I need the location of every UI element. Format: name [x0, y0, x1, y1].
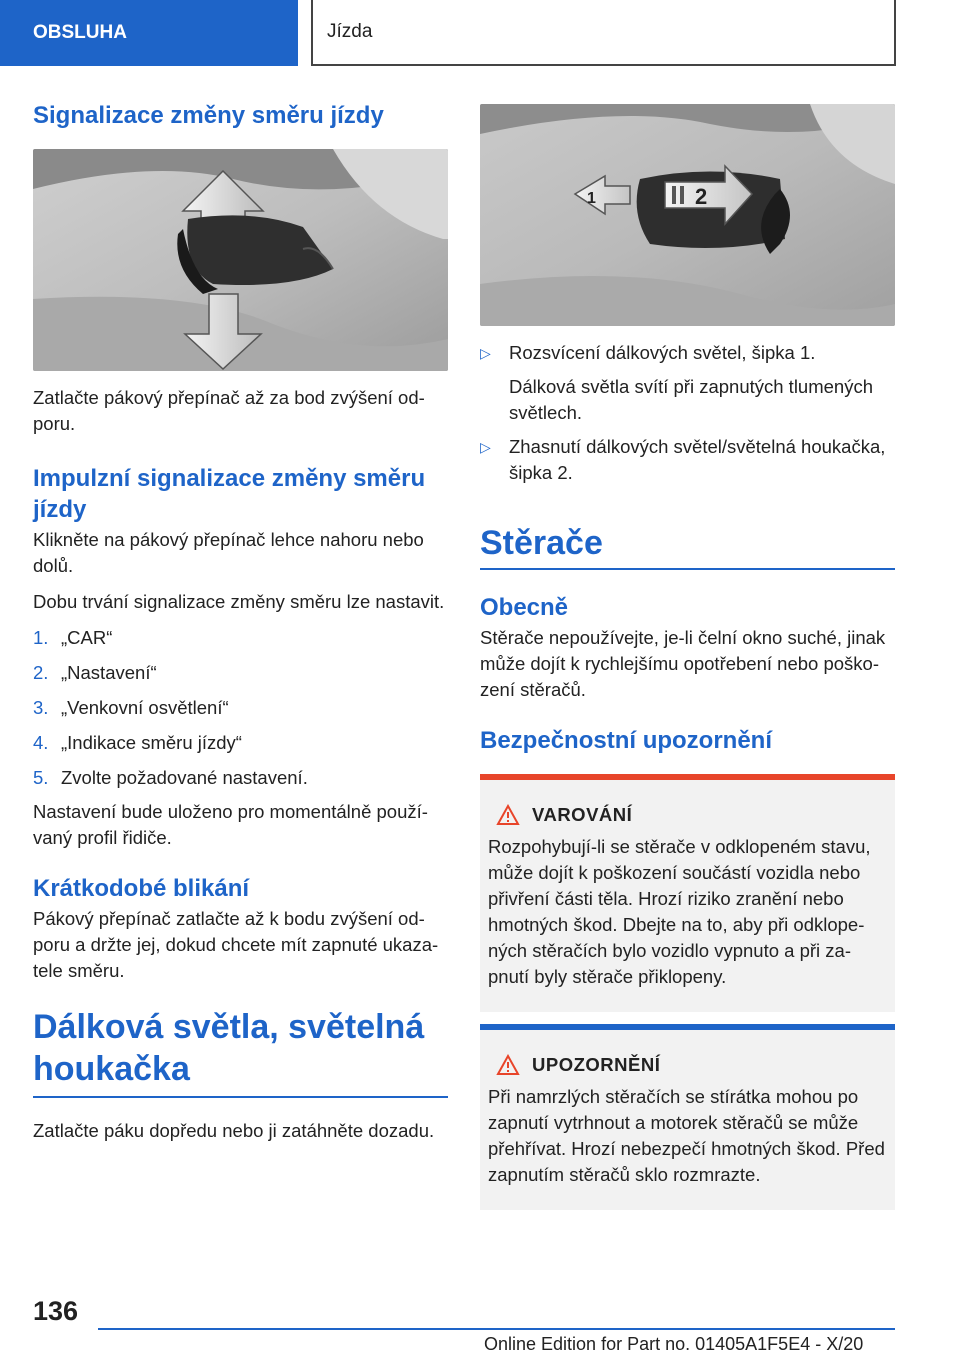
arrow-1-label: 1	[587, 190, 596, 207]
notice-triangle-icon	[496, 1054, 520, 1076]
settings-steps-list	[33, 625, 448, 791]
heading-high-beam-block	[33, 1006, 448, 1098]
list-item: 3. „Venkovní osvětlení“	[33, 697, 229, 718]
heading-wipers-block	[480, 522, 895, 570]
para-general: Stěrače nepoužívejte, je-li čelní okno suché, jinak může dojít k rychlejšímu opotřebení nebo poškození stěračů.	[480, 627, 886, 700]
para-click-lever: Klikněte na pákový přepínač lehce nahoru nebo dolů.	[33, 529, 424, 576]
chapter-tab	[311, 0, 896, 66]
para-saved-profile: Nastavení bude uloženo pro momentálně používaný profil řidiče.	[33, 801, 428, 848]
para-duration: Dobu trvání signalizace změny směru lze nastavit.	[33, 591, 445, 612]
notice-text: Při namrzlých stěračích se stírátka mohou po zapnutí vytrhnout a motorek stěračů se může přehřívat. Hrozí nebezpečí hmotných škod. Před zapnutím stěračů sklo rozmrazte.	[488, 1086, 885, 1185]
heading-turn-signal: Signalizace změny směru jízdy	[33, 102, 384, 129]
heading-impulse-signal: Impulzní signalizace změny směru jízdy	[33, 465, 426, 523]
high-beam-bullets	[480, 340, 895, 486]
footer-edition: Online Edition for Part no. 01405A1F5E4 - X/20	[484, 1334, 864, 1354]
list-item: 1. „CAR“	[33, 627, 113, 648]
bullet-triangle-icon: ▷	[480, 439, 491, 455]
right-column	[480, 104, 895, 1210]
para-high-beam: Zatlačte páku dopředu nebo ji zatáhněte dozadu.	[33, 1120, 435, 1141]
high-beam-lever-figure	[480, 104, 895, 326]
para-short-blink: Pákový přepínač zatlačte až k bodu zvýšení odporu a držte jej, dokud chcete mít zapnuté ukazatele směru.	[33, 908, 439, 981]
footer-divider	[98, 1328, 895, 1330]
heading-high-beam: Dálková světla, světelná houkačka	[33, 1008, 425, 1088]
heading-general: Obecně	[480, 594, 569, 621]
heading-wipers: Stěrače	[480, 524, 603, 562]
list-item: ▷ Zhasnutí dálkových světel/světelná houkačka, šipka 2.	[480, 434, 895, 486]
notice-title: UPOZORNĚNÍ	[532, 1054, 661, 1075]
warning-title: VAROVÁNÍ	[532, 804, 633, 825]
warning-text: Rozpohybují-li se stěrače v odklopeném stavu, může dojít k poškození součástí vozidla nebo přivření části těla. Hrozí riziko zranění nebo hmotných škod. Dbejte na to, aby při odklopených stěračích bylo vozidlo vypnuto a při zapnutí byly stěrače přiklopeny.	[488, 836, 871, 987]
notice-box	[480, 1024, 895, 1210]
heading-safety: Bezpečnostní upozornění	[480, 727, 773, 754]
heading-short-blink: Krátkodobé blikání	[33, 875, 250, 902]
arrow-2-label: 2	[695, 184, 708, 209]
bullet-triangle-icon: ▷	[480, 345, 491, 361]
left-column	[33, 100, 448, 1144]
chapter-label: Jízda	[327, 21, 373, 42]
list-item: 2. „Nastavení“	[33, 662, 157, 683]
section-label: OBSLUHA	[33, 22, 127, 43]
list-item: ▷ Rozsvícení dálkových světel, šipka 1. Dálková světla svítí při zapnutých tlumených světlech.	[480, 340, 895, 426]
warning-box	[480, 774, 895, 1012]
page-number: 136	[33, 1296, 79, 1326]
section-tab	[0, 0, 298, 66]
turn-signal-lever-figure	[33, 149, 448, 371]
warning-triangle-icon	[496, 804, 520, 826]
list-item: 4. „Indikace směru jízdy“	[33, 732, 242, 753]
para-push-lever: Zatlačte pákový přepínač až za bod zvýšení odporu.	[33, 387, 425, 434]
list-item: 5. Zvolte požadované nastavení.	[33, 767, 308, 788]
